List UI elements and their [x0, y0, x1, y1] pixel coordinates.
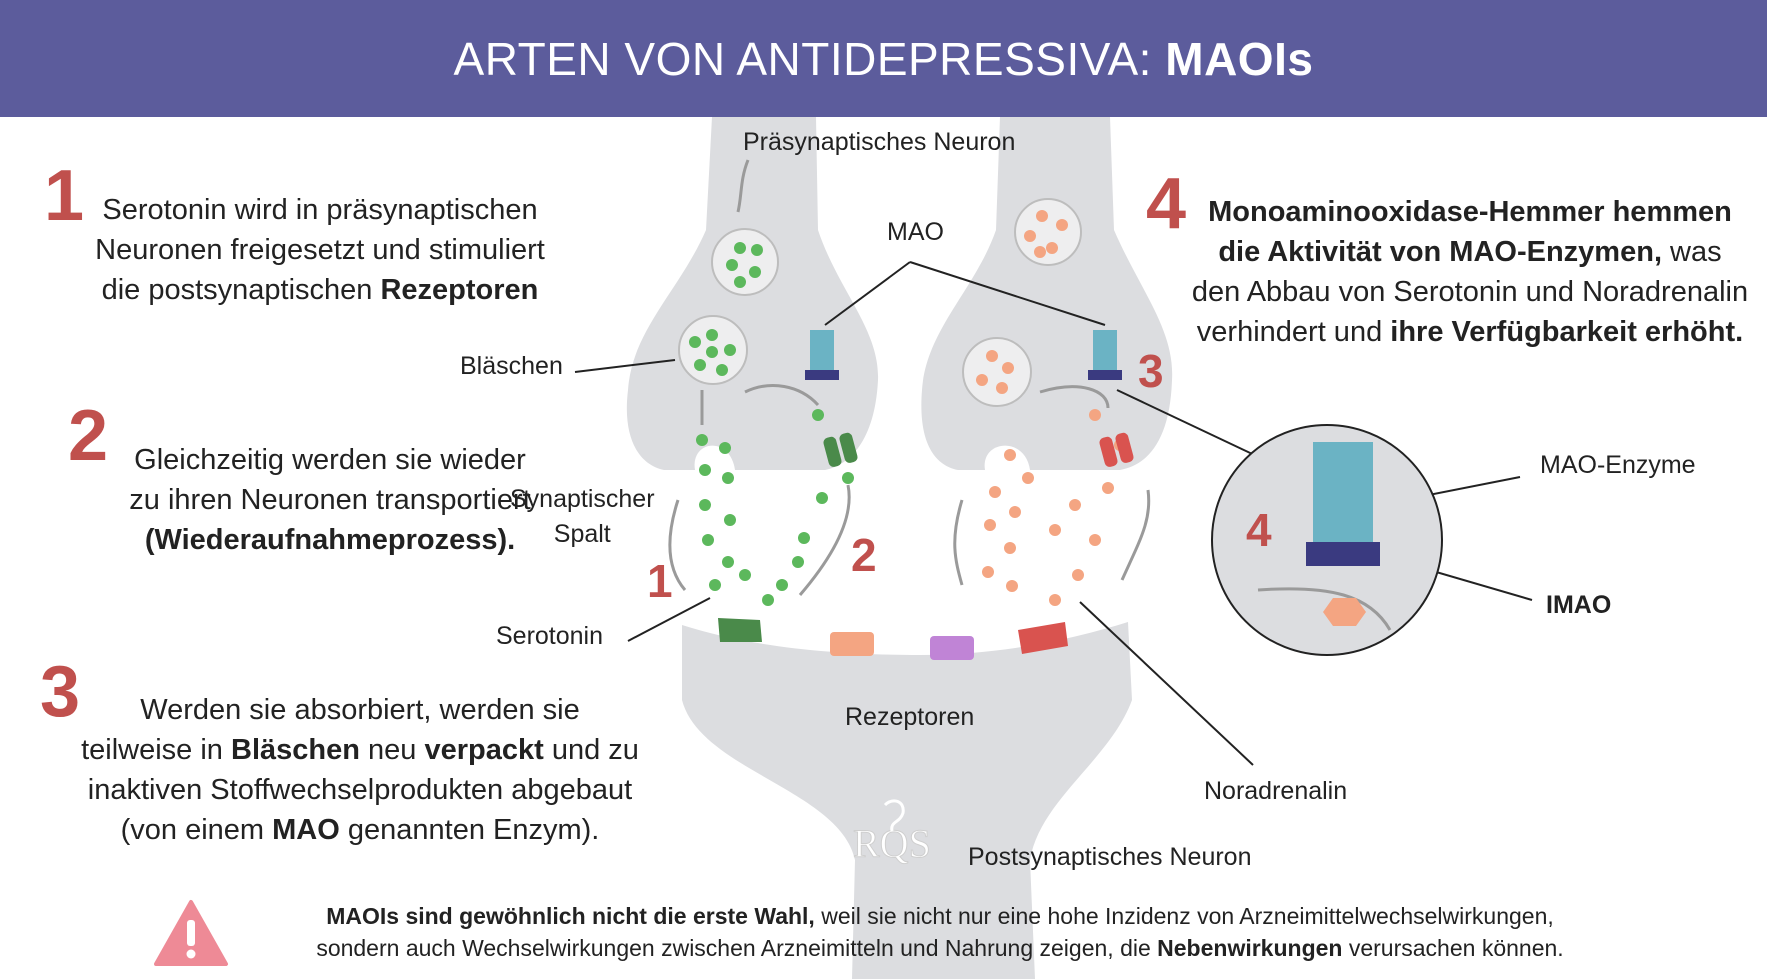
- diagram-number-3: 3: [1138, 345, 1164, 397]
- label-imao: IMAO: [1546, 591, 1612, 619]
- emphasis-text: Monoaminooxidase-Hemmer hemmen: [1208, 196, 1732, 228]
- label-postsynaptic-neuron: Postsynaptisches Neuron: [968, 843, 1252, 871]
- body-text: teilweise in: [81, 734, 231, 767]
- body-text: sondern auch Wechselwirkungen zwischen Arzneimitteln und Nahrung zeigen, die: [316, 935, 1158, 962]
- step-1-number: 1: [44, 156, 85, 236]
- emphasis-text: (Wiederaufnahmeprozess).: [144, 524, 516, 557]
- label-mao-enzymes: MAO-Enzyme: [1540, 451, 1696, 479]
- label-synaptic-cleft: Synaptischer Spalt: [510, 485, 655, 548]
- body-text: den Abbau von Serotonin und Noradrenalin: [1191, 276, 1749, 309]
- label-noradrenalin: Noradrenalin: [1204, 777, 1348, 805]
- body-text: verhindert und: [1196, 316, 1391, 349]
- emphasis-text: Nebenwirkungen: [1157, 935, 1343, 962]
- label-receptors: Rezeptoren: [845, 703, 975, 731]
- emphasis-text: verpackt: [424, 734, 544, 767]
- diagram-number-2: 2: [851, 529, 877, 581]
- body-text: die postsynaptischen: [101, 274, 381, 307]
- emphasis-text: Bläschen: [231, 734, 360, 767]
- body-text: verursachen können.: [1342, 935, 1564, 962]
- label-presynaptic-neuron: Präsynaptisches Neuron: [743, 128, 1016, 156]
- title-bold: MAOIs: [1165, 32, 1314, 85]
- step-4-number: 4: [1146, 164, 1187, 244]
- warning-icon: [153, 898, 229, 968]
- body-text: (von einem: [120, 814, 273, 847]
- label-vesicles: Bläschen: [460, 352, 563, 380]
- vesicle: [963, 338, 1031, 406]
- step-3-text: [60, 690, 660, 850]
- label-mao: MAO: [887, 218, 944, 246]
- body-text: und zu: [543, 734, 639, 767]
- body-text: zu ihren Neuronen transportiert: [129, 484, 531, 517]
- label-serotonin: Serotonin: [496, 622, 604, 650]
- vesicle: [1015, 199, 1081, 265]
- diagram-number-4: 4: [1246, 504, 1272, 556]
- body-text: Werden sie absorbiert, werden sie: [140, 694, 580, 726]
- emphasis-text: die Aktivität von MAO-Enzymen,: [1218, 236, 1662, 269]
- emphasis-text: MAO: [272, 814, 340, 847]
- footer-note: [240, 900, 1640, 964]
- body-text: Neuronen freigesetzt und stimuliert: [95, 234, 545, 267]
- body-text: neu: [359, 734, 425, 767]
- step-2-number: 2: [68, 396, 109, 476]
- emphasis-text: ihre Verfügbarkeit erhöht.: [1390, 316, 1744, 349]
- rqs-logo: [845, 795, 945, 885]
- step-3-number: 3: [40, 652, 81, 732]
- diagram-number-1: 1: [647, 555, 673, 607]
- title-regular: ARTEN VON ANTIDEPRESSIVA:: [453, 32, 1166, 85]
- body-text: Gleichzeitig werden sie wieder: [134, 444, 526, 476]
- body-text: weil sie nicht nur eine hohe Inzidenz von Arzneimittelwechselwirkungen,: [814, 903, 1554, 929]
- presynaptic-neuron-right: [921, 117, 1172, 470]
- step-2-text: [110, 440, 550, 560]
- body-text: was: [1662, 236, 1722, 269]
- body-text: Serotonin wird in präsynaptischen: [102, 194, 538, 226]
- emphasis-text: MAOIs sind gewöhnlich nicht die erste Wahl,: [326, 903, 815, 929]
- step-4-text: [1180, 192, 1760, 352]
- logo-text: RQS: [853, 821, 931, 866]
- step-1-text: [70, 190, 570, 310]
- body-text: genannten Enzym).: [339, 814, 600, 847]
- body-text: inaktiven Stoffwechselprodukten abgebaut: [87, 774, 633, 807]
- emphasis-text: Rezeptoren: [380, 274, 539, 307]
